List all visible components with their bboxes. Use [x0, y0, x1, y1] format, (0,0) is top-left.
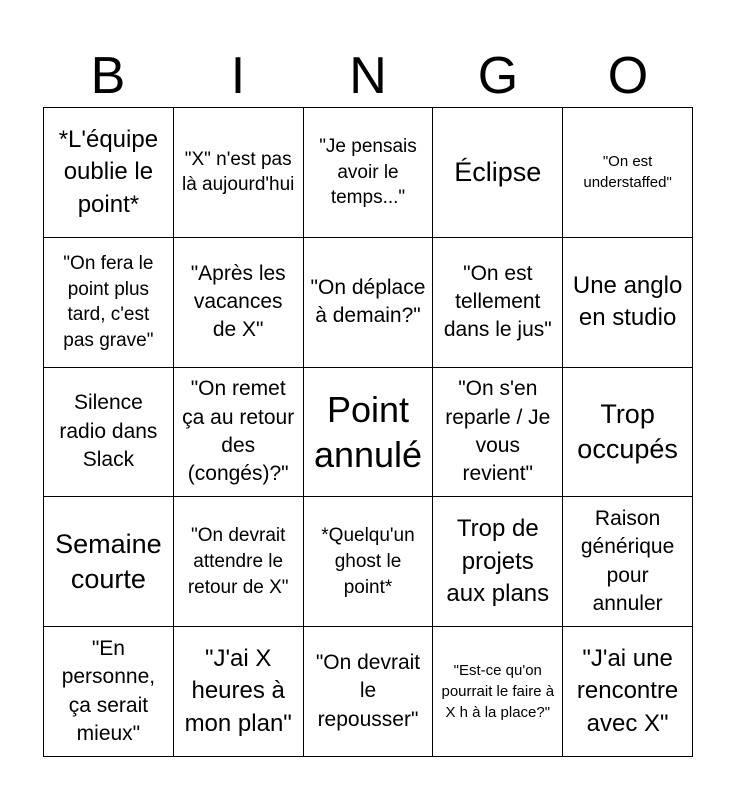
bingo-cell-r5-c5[interactable]: [563, 627, 693, 757]
bingo-cell-r3-c1[interactable]: [44, 368, 174, 498]
bingo-cell-r4-c3[interactable]: [304, 497, 434, 627]
header-letter-o: O: [607, 47, 649, 105]
cell-text: "J'ai X heures à mon plan": [184, 645, 292, 737]
bingo-cell-r2-c1[interactable]: [44, 238, 174, 368]
cell-text: *Quelqu'un ghost le point*: [321, 525, 415, 598]
bingo-cell-r3-c2[interactable]: [174, 368, 304, 498]
bingo-cell-r2-c2[interactable]: [174, 238, 304, 368]
bingo-cell-r4-c5[interactable]: [563, 497, 693, 627]
bingo-cell-r5-c1[interactable]: [44, 627, 174, 757]
cell-text: "On fera le point plus tard, c'est pas grave": [63, 252, 154, 351]
bingo-cell-r5-c4[interactable]: [433, 627, 563, 757]
cell-text: "On devrait attendre le retour de X": [187, 525, 289, 598]
cell-text: "En personne, ça serait mieux": [61, 636, 156, 745]
bingo-cell-r1-c1[interactable]: [44, 108, 174, 238]
cell-text: Une anglo en studio: [572, 271, 683, 332]
bingo-board: [43, 107, 693, 757]
header-letter-b: B: [90, 47, 126, 105]
bingo-cell-r2-c4[interactable]: [433, 238, 563, 368]
cell-text: *L'équipe oublie le point*: [58, 125, 159, 218]
bingo-cell-r4-c4[interactable]: [433, 497, 563, 627]
cell-text: "X" n'est pas là aujourd'hui: [181, 148, 295, 196]
bingo-cell-r3-c5[interactable]: [563, 368, 693, 498]
bingo-cell-r3-c4[interactable]: [433, 368, 563, 498]
bingo-cell-r2-c3[interactable]: [304, 238, 434, 368]
cell-text: Silence radio dans Slack: [59, 391, 158, 472]
cell-text: "Est-ce qu'on pourrait le faire à X h à la place?": [441, 662, 555, 722]
bingo-header: [43, 46, 693, 106]
cell-text: "J'ai une rencontre avec X": [576, 645, 679, 737]
cell-text: "Après les vacances de X": [190, 261, 286, 342]
cell-text: Trop occupés: [577, 398, 678, 464]
bingo-cell-r4-c1[interactable]: [44, 497, 174, 627]
bingo-cell-r3-c3[interactable]: [304, 368, 434, 498]
header-letter-g: G: [477, 47, 519, 105]
bingo-cell-r1-c4[interactable]: [433, 108, 563, 238]
cell-text: "On est understaffed": [583, 153, 672, 192]
bingo-cell-r5-c3[interactable]: [304, 627, 434, 757]
cell-text: "Je pensais avoir le temps...": [319, 135, 417, 209]
cell-text: "On déplace à demain?": [310, 275, 426, 328]
cell-text: Trop de projets aux plans: [446, 515, 550, 607]
cell-text: "On s'en reparle / Je vous revient": [445, 377, 551, 486]
cell-text: Raison générique pour annuler: [580, 507, 675, 616]
header-letter-i: I: [230, 47, 246, 105]
cell-text: Semaine courte: [55, 528, 162, 594]
bingo-cell-r2-c5[interactable]: [563, 238, 693, 368]
header-letter-n: N: [349, 47, 387, 105]
cell-text: "On remet ça au retour des (congés)?": [182, 377, 295, 486]
cell-text: "On est tellement dans le jus": [443, 261, 552, 342]
cell-text: Point annulé: [313, 388, 423, 475]
bingo-cell-r4-c2[interactable]: [174, 497, 304, 627]
cell-text: Éclipse: [454, 156, 542, 187]
bingo-cell-r1-c3[interactable]: [304, 108, 434, 238]
bingo-cell-r5-c2[interactable]: [174, 627, 304, 757]
bingo-cell-r1-c5[interactable]: [563, 108, 693, 238]
bingo-cell-r1-c2[interactable]: [174, 108, 304, 238]
cell-text: "On devrait le repousser": [315, 651, 421, 731]
